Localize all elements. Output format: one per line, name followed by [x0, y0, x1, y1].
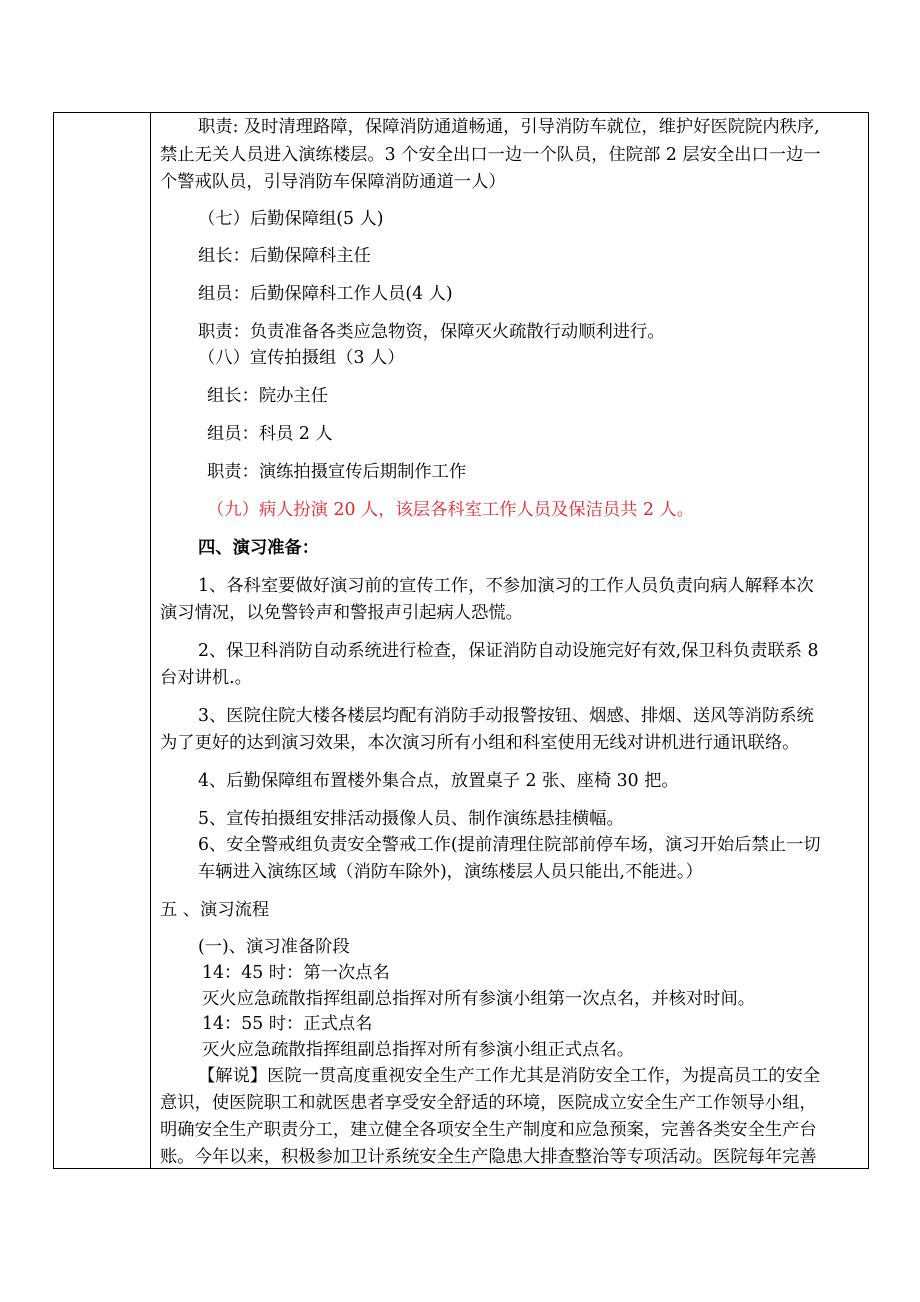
column-divider — [150, 112, 151, 1169]
line-commentary-4: 账。今年以来，积极参加卫计系统安全生产隐患大排查整治等专项活动。医院每年完善 — [160, 1147, 817, 1167]
line-prep-3a: 3、医院住院大楼各楼层均配有消防手动报警按钮、烟感、排烟、送风等消防系统 — [198, 706, 814, 726]
heading-publicity-group: （八）宣传拍摄组（3 人） — [198, 348, 405, 368]
line-prep-1b: 演习情况，以免警铃声和警报声引起病人恐慌。 — [160, 603, 523, 623]
line-prep-4: 4、后勤保障组布置楼外集合点，放置桌子 2 张、座椅 30 把。 — [198, 771, 679, 791]
line-commentary-3: 明确安全生产职责分工，建立健全各项安全生产制度和应急预案，完善各类安全生产台 — [160, 1120, 817, 1140]
line-prep-1a: 1、各科室要做好演习前的宣传工作，不参加演习的工作人员负责向病人解释本次 — [198, 576, 814, 596]
line-publicity-leader: 组长：院办主任 — [207, 386, 328, 406]
heading-drill-preparation: 四、演习准备： — [198, 538, 319, 558]
line-first-rollcall: 灭火应急疏散指挥组副总指挥对所有参演小组第一次点名，并核对时间。 — [202, 989, 756, 1009]
table-content-cell — [160, 112, 860, 1168]
line-logistics-duties: 职责：负责准备各类应急物资，保障灭火疏散行动顺利进行。 — [198, 322, 665, 342]
line-publicity-duties: 职责：演练拍摄宣传后期制作工作 — [207, 462, 467, 482]
line-duties-3: 个警戒队员，引导消防车保障消防通道一人） — [160, 172, 506, 192]
line-commentary-2: 意识，使医院职工和就医患者享受安全舒适的环境，医院成立安全生产工作领导小组， — [160, 1093, 817, 1113]
line-first-rollcall-time: 14：45 时：第一次点名 — [202, 963, 390, 983]
line-duties-1: 职责: 及时清理路障，保障消防通道畅通，引导消防车就位，维护好医院院内秩序, — [198, 117, 820, 137]
line-prep-2a: 2、保卫科消防自动系统进行检查，保证消防自动设施完好有效,保卫科负责联系 8 — [198, 641, 819, 661]
line-prep-3b: 为了更好的达到演习效果，本次演习所有小组和科室使用无线对讲机进行通讯联络。 — [160, 733, 800, 753]
line-prep-2b: 台对讲机.。 — [160, 668, 252, 688]
line-logistics-members: 组员：后勤保障科工作人员(4 人) — [198, 284, 453, 304]
heading-drill-process: 五 、演习流程 — [160, 900, 270, 920]
heading-logistics-group: （七）后勤保障组(5 人) — [198, 209, 384, 229]
line-prep-6a: 6、安全警戒组负责安全警戒工作(提前清理住院部前停车场，演习开始后禁止一切 — [198, 835, 821, 855]
line-duties-2: 禁止无关人员进入演练楼层。3 个安全出口一边一个队员，住院部 2 层安全出口一边一 — [160, 145, 821, 165]
line-logistics-leader: 组长：后勤保障科主任 — [198, 246, 371, 266]
heading-preparation-stage: (一)、演习准备阶段 — [198, 937, 350, 957]
line-publicity-members: 组员：科员 2 人 — [207, 424, 333, 444]
line-prep-6b: 车辆进入演练区域（消防车除外)，演练楼层人员只能出,不能进。） — [198, 862, 703, 882]
line-prep-5: 5、宣传拍摄组安排活动摄像人员、制作演练悬挂横幅。 — [198, 809, 624, 829]
line-formal-rollcall-time: 14：55 时：正式点名 — [202, 1014, 373, 1034]
line-commentary-1: 【解说】医院一贯高度重视安全生产工作尤其是消防安全工作，为提高员工的安全 — [198, 1066, 821, 1086]
line-formal-rollcall: 灭火应急疏散指挥组副总指挥对所有参演小组正式点名。 — [202, 1040, 635, 1060]
line-patient-actors: （九）病人扮演 20 人，该层各科室工作人员及保洁员共 2 人。 — [207, 500, 694, 520]
